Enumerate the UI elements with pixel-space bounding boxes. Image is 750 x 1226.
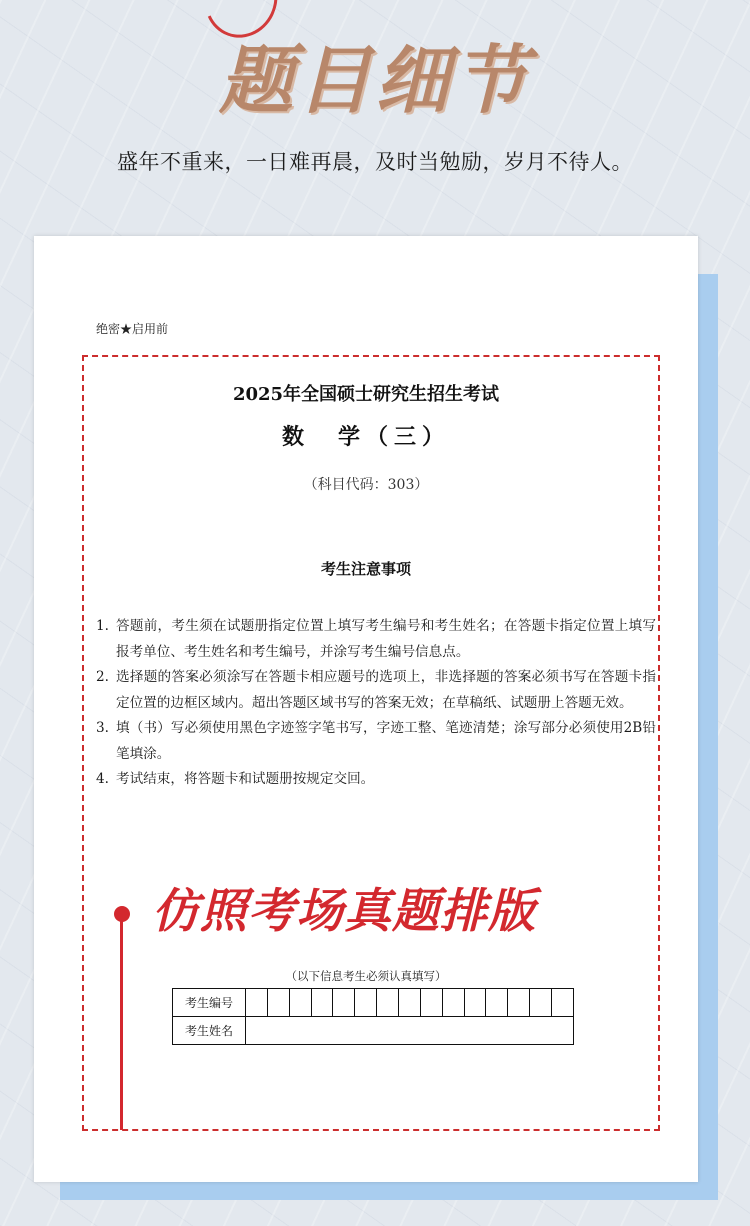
candidate-number-label: 考生编号 [173, 989, 246, 1017]
subject-title: 数 学（三） [281, 425, 450, 450]
number-cell [377, 989, 399, 1017]
list-item [96, 665, 656, 716]
notice-text: 选择题的答案必须涂写在答题卡相应题号的选项上，非选择题的答案必须书写在答题卡指定位置的边框区域内。超出答题区域书写的答案无效；在草稿纸、试题册上答题无效。 [116, 669, 656, 711]
number-cell [508, 989, 530, 1017]
number-cell [246, 989, 268, 1017]
list-item [96, 614, 656, 665]
notice-number: 3. [96, 720, 109, 736]
number-cell [552, 989, 574, 1017]
number-cell [333, 989, 355, 1017]
candidate-name-label: 考生姓名 [173, 1017, 246, 1045]
number-cell [267, 989, 289, 1017]
form-note: （以下信息考生必须认真填写） [285, 969, 447, 983]
name-field-cell [246, 1017, 574, 1045]
exam-title: 2025年全国硕士研究生招生考试 [232, 384, 500, 405]
table-row [173, 989, 574, 1017]
candidate-info-table [172, 988, 574, 1045]
table-row [173, 1017, 574, 1045]
number-cell [486, 989, 508, 1017]
secret-mark: 绝密★启用前 [96, 322, 169, 336]
notice-number: 2. [96, 669, 109, 685]
exam-paper [34, 236, 698, 1182]
notice-title: 考生注意事项 [320, 560, 411, 578]
notice-text: 考试结束，将答题卡和试题册按规定交回。 [116, 771, 375, 787]
subject-code: （科目代码：303） [303, 477, 429, 493]
pin-line [120, 920, 123, 1130]
section-title: 题目细节 [219, 38, 531, 124]
number-cell [355, 989, 377, 1017]
notice-text: 填（书）写必须使用黑色字迹签字笔书写，字迹工整、笔迹清楚；涂写部分必须使用2B铅笔填涂。 [116, 720, 656, 762]
number-cell [464, 989, 486, 1017]
motto-text: 盛年不重来，一日难再晨，及时当勉励，岁月不待人。 [117, 150, 633, 174]
list-item [96, 767, 656, 793]
number-cell [442, 989, 464, 1017]
typeset-caption: 仿照考场真题排版 [152, 884, 536, 939]
notice-text: 答题前，考生须在试题册指定位置上填写考生编号和考生姓名；在答题卡指定位置上填写报考单位、考生姓名和考生编号，并涂写考生编号信息点。 [116, 618, 656, 660]
number-cell [420, 989, 442, 1017]
number-cell [289, 989, 311, 1017]
list-item [96, 716, 656, 767]
number-cell [311, 989, 333, 1017]
notice-number: 1. [96, 618, 109, 634]
notice-number: 4. [96, 771, 109, 787]
number-cell [399, 989, 421, 1017]
notice-list [96, 614, 656, 793]
number-cell [530, 989, 552, 1017]
